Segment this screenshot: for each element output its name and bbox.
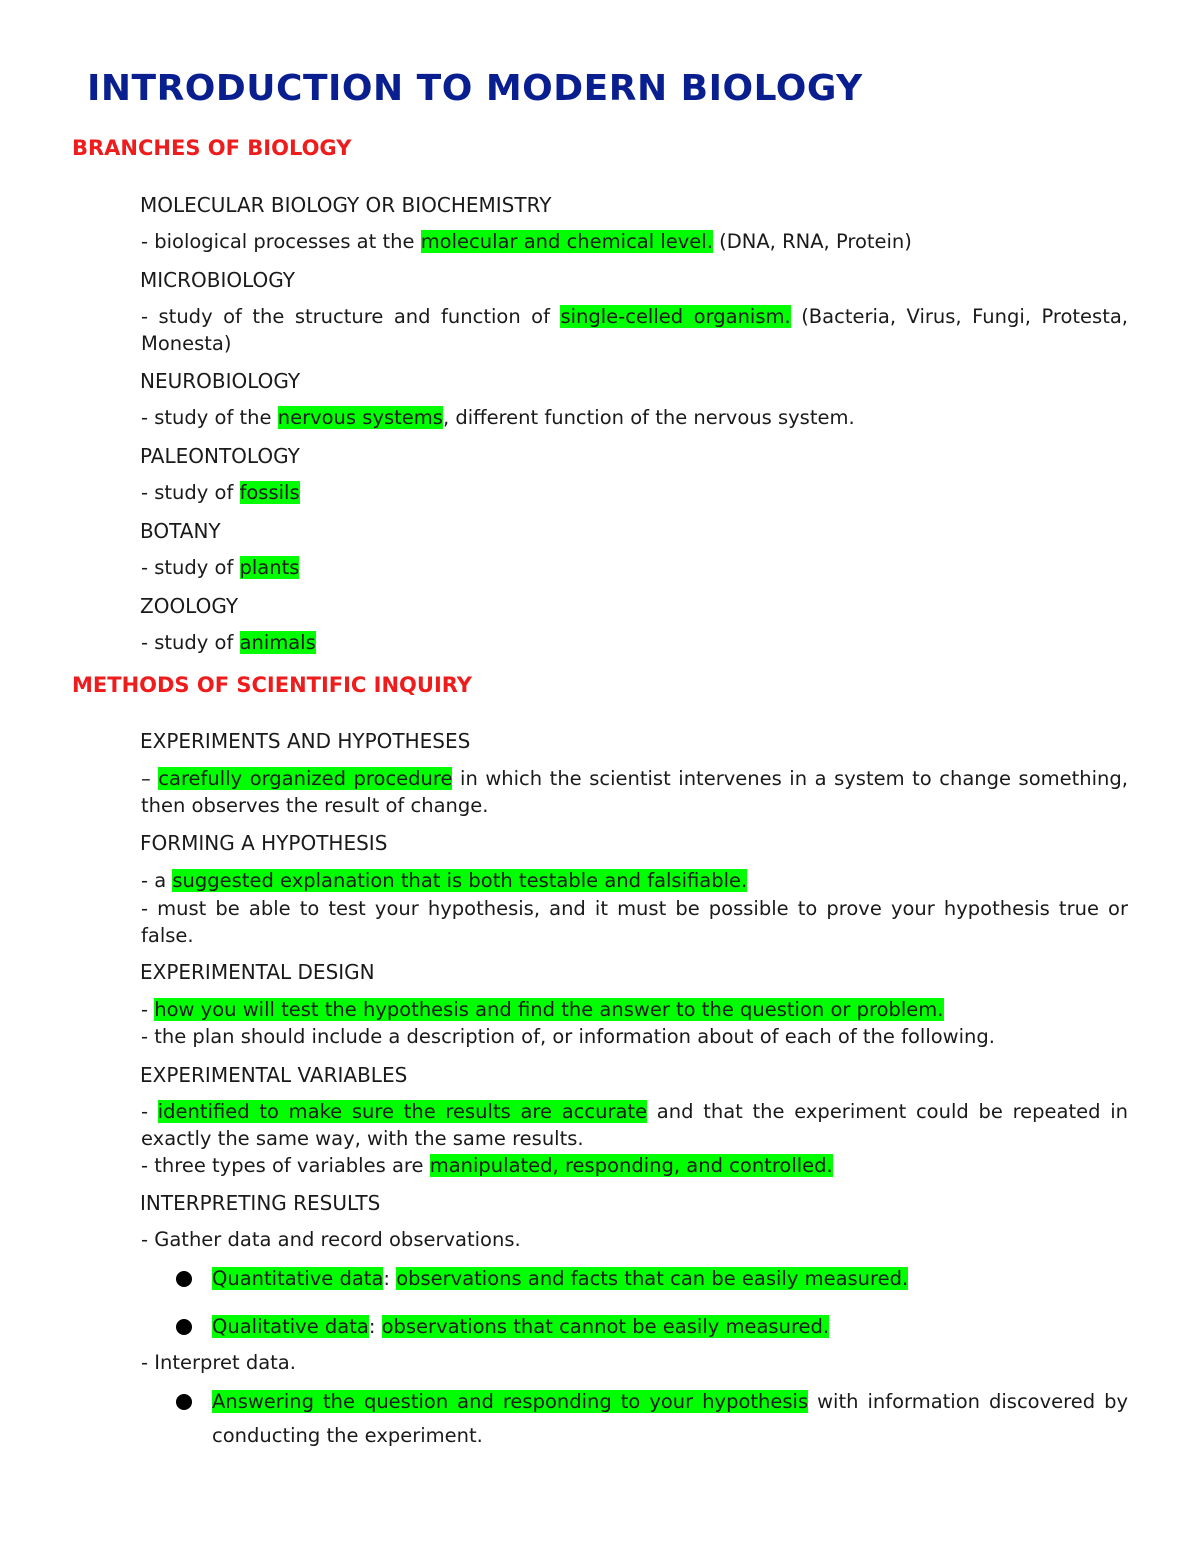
highlight: nervous systems [277,406,443,429]
branch-description: - study of animals [141,631,316,654]
method-item-heading: EXPERIMENTAL DESIGN [140,960,375,984]
highlight: Answering the question and responding to your hypothesis [212,1390,809,1413]
list-item: Qualitative data: observations that cannot be easily measured. [176,1310,1128,1344]
section-heading-branches: BRANCHES OF BIOLOGY [72,136,352,160]
highlight: Qualitative data [212,1315,369,1338]
highlight: plants [239,556,300,579]
highlight: Quantitative data [212,1267,384,1290]
highlight: carefully organized procedure [158,767,453,790]
method-description: - a suggested explanation that is both testable and falsifiable. [141,869,748,892]
branch-description: - study of plants [141,556,300,579]
highlight: how you will test the hypothesis and find the answer to the question or problem. [154,998,944,1021]
method-item-heading: EXPERIMENTS AND HYPOTHESES [140,729,471,753]
branch-item-heading: BOTANY [140,519,221,543]
branch-item-heading: MOLECULAR BIOLOGY OR BIOCHEMISTRY [140,193,552,217]
method-description: - identified to make sure the results are accurate and that the experiment could be repeated in exactly the same way, with the same results. [141,1100,1128,1150]
list-item: Quantitative data: observations and facts that can be easily measured. [176,1262,1128,1296]
method-description: - how you will test the hypothesis and find the answer to the question or problem. [141,998,944,1021]
bullet-icon [176,1271,192,1287]
branch-item-heading: NEUROBIOLOGY [140,369,301,393]
branch-description: - study of the structure and function of single-celled organism. (Bacteria, Virus, Fungi, Protesta, Monesta) [141,305,1128,355]
highlight: molecular and chemical level. [420,230,713,253]
highlight: animals [239,631,316,654]
highlight: single-celled organism. [560,305,791,328]
method-item-heading: INTERPRETING RESULTS [140,1191,381,1215]
method-description: - Interpret data. [141,1351,296,1374]
branch-item-heading: PALEONTOLOGY [140,444,300,468]
bullet-icon [176,1394,192,1410]
method-description: - three types of variables are manipulated, responding, and controlled. [141,1154,833,1177]
list-item: Answering the question and responding to your hypothesis with information discovered by conducting the experiment. [176,1385,1128,1453]
highlight: observations and facts that can be easily measured. [396,1267,909,1290]
method-description: - the plan should include a description of, or information about of each of the following. [141,1025,995,1048]
method-description: - Gather data and record observations. [141,1228,521,1251]
bullet-icon [176,1319,192,1335]
highlight: observations that cannot be easily measured. [381,1315,830,1338]
branch-item-heading: ZOOLOGY [140,594,239,618]
branch-item-heading: MICROBIOLOGY [140,268,296,292]
highlight: suggested explanation that is both testable and falsifiable. [172,869,748,892]
method-description: – carefully organized procedure in which the scientist intervenes in a system to change something, then observes the result of change. [141,767,1128,817]
branch-description: - biological processes at the molecular and chemical level. (DNA, RNA, Protein) [141,230,912,253]
method-item-heading: EXPERIMENTAL VARIABLES [140,1063,408,1087]
method-description: - must be able to test your hypothesis, and it must be possible to prove your hypothesis true or false. [141,897,1128,947]
highlight: manipulated, responding, and controlled. [429,1154,833,1177]
branch-description: - study of fossils [141,481,300,504]
document-title: INTRODUCTION TO MODERN BIOLOGY [87,68,863,109]
branch-description: - study of the nervous systems, different function of the nervous system. [141,406,855,429]
highlight: fossils [239,481,300,504]
highlight: identified to make sure the results are accurate [157,1100,648,1123]
method-item-heading: FORMING A HYPOTHESIS [140,831,388,855]
section-heading-methods: METHODS OF SCIENTIFIC INQUIRY [72,673,472,697]
